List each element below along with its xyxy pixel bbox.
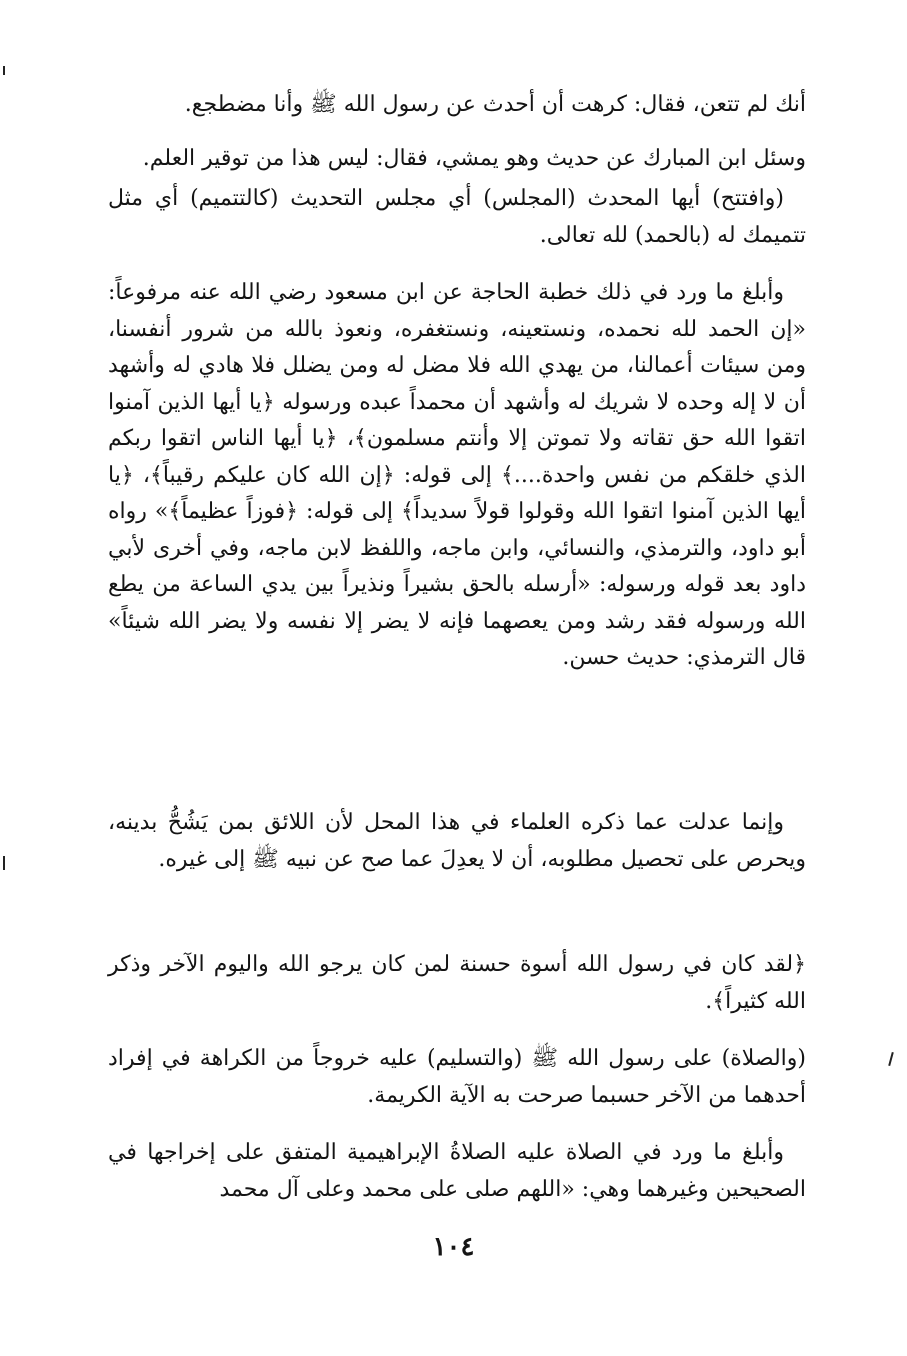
paragraph-7: وأبلغ ما ورد في الصلاة عليه الصلاةُ الإبراهيمية المتفق على إخراجها في الصحيحين وغيرهما وهي: «اللهم صلى على محمد وعلى آل محمد	[108, 1140, 806, 1202]
quran-verse: ﴿لقد كان في رسول الله أسوة حسنة لمن كان يرجو الله واليوم الآخر وذكر الله كثيراً﴾.	[108, 952, 806, 1014]
paragraph-5: وإنما عدلت عما ذكره العلماء في هذا المحل لأن اللائق بمن يَشُحُّ بدينه، ويحرص على تحصيل مطلوبه، أن لا يعدِلَ عما صح عن نبيه ﷺ إلى غيره.	[108, 810, 806, 872]
paragraph-1: أنك لم تتعن، فقال: كرهت أن أحدث عن رسول الله ﷺ وأنا مضطجع.	[184, 92, 806, 117]
paragraph-2: وسئل ابن المبارك عن حديث وهو يمشي، فقال: ليس هذا من توقير العلم.	[142, 146, 806, 171]
scan-mark-top	[3, 66, 5, 75]
page-number: ١٠٤	[432, 1232, 475, 1262]
paragraph-6: (والصلاة) على رسول الله ﷺ (والتسليم) عليه خروجاً من الكراهة في إفراد أحدهما من الآخر حسبما صرحت به الآية الكريمة.	[108, 1046, 806, 1108]
paragraph-3: (وافتتح) أيها المحدث (المجلس) أي مجلس التحديث (كالتتميم) أي مثل تتميمك له (بالحمد) لله تعالى.	[108, 186, 806, 248]
paragraph-4: وأبلغ ما ورد في ذلك خطبة الحاجة عن ابن مسعود رضي الله عنه مرفوعاً: «إن الحمد لله نحمده، ونستعينه، ونستغفره، ونعوذ بالله من شرور أنفسنا، ومن سيئات أعمالنا، من يهدي الله فلا مضل له ومن يضلل فلا هادي له وأشهد أن لا إله وحده لا شريك له وأشهد أن محمداً عبده ورسوله ﴿يا أيها الذين آمنوا اتقوا الله حق تقاته ولا تموتن إلا وأنتم مسلمون﴾، ﴿يا أيها الناس اتقوا ربكم الذي خلقكم من نفس واحدة....﴾ إلى قوله: ﴿إن الله كان عليكم رقيباً﴾، ﴿يا أيها الذين آمنوا اتقوا الله وقولوا قولاً سديداً﴾ إلى قوله: ﴿فوزاً عظيماً﴾» رواه أبو داود، والترمذي، والنسائي، وابن ماجه، واللفظ لابن ماجه، وفي أخرى لأبي داود بعد قوله ورسوله: «أرسله بالحق بشيراً ونذيراً بين يدي الساعة من يطع الله ورسوله فقد رشد ومن يعصهما فإنه لا يضر إلا نفسه ولا يضر الله شيئاً» قال الترمذي: حديث حسن.	[108, 280, 806, 670]
scan-mark-middle	[3, 856, 5, 870]
scan-mark-right	[888, 1052, 894, 1066]
